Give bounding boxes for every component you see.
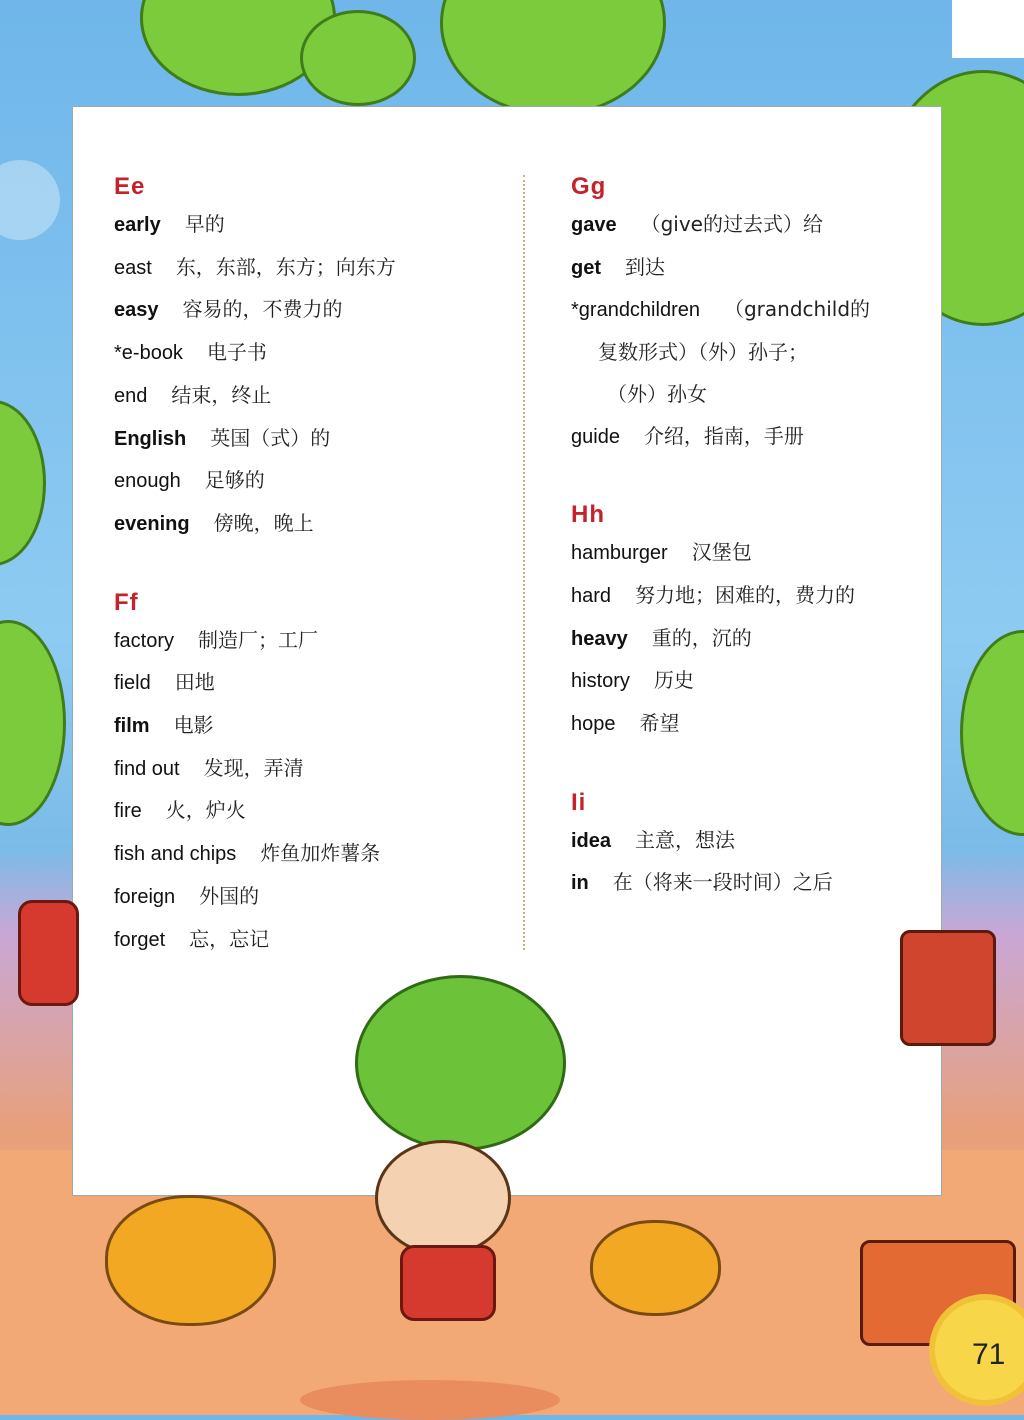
entry-meaning: 努力地；困难的，费力的 bbox=[635, 582, 856, 607]
sky-bubble bbox=[0, 160, 60, 240]
entry-word: end bbox=[114, 384, 148, 407]
entry-word: factory bbox=[114, 629, 175, 652]
column-divider bbox=[523, 175, 525, 950]
section-letter: Ii bbox=[571, 788, 587, 816]
entry-word: early bbox=[114, 214, 161, 236]
lily-pad-illustration bbox=[300, 10, 416, 106]
entry-meaning: 傍晚，晚上 bbox=[213, 510, 314, 535]
entry-word: hamburger bbox=[571, 542, 668, 565]
entry-word: history bbox=[571, 670, 630, 693]
entry-forget bbox=[114, 919, 396, 962]
robot-character-illustration bbox=[900, 930, 996, 1046]
entry-meaning: 结束，终止 bbox=[171, 382, 272, 407]
entry-word: heavy bbox=[571, 627, 628, 650]
section-letter: Ee bbox=[114, 173, 146, 200]
page-corner bbox=[952, 0, 1024, 58]
entry-hope bbox=[571, 703, 870, 746]
entry-word: English bbox=[114, 427, 187, 450]
entry-meaning: 外国的 bbox=[199, 883, 260, 908]
entry-meaning: 主意，想法 bbox=[635, 827, 736, 852]
entry-meaning: 在（将来一段时间）之后 bbox=[612, 870, 833, 895]
entry-get bbox=[571, 247, 870, 290]
green-ball-character-illustration bbox=[355, 975, 566, 1151]
entry-word: forget bbox=[114, 928, 166, 951]
entry-history bbox=[571, 660, 870, 703]
entry-word: fire bbox=[114, 800, 142, 823]
entry-e-book bbox=[114, 332, 396, 375]
lily-pad-illustration bbox=[0, 400, 46, 566]
entry-idea bbox=[571, 820, 870, 863]
left-column bbox=[114, 170, 396, 961]
entry-in bbox=[571, 862, 870, 905]
entry-meaning: 电影 bbox=[173, 713, 214, 738]
section-e bbox=[114, 170, 396, 546]
entry-meaning: 火，炉火 bbox=[165, 798, 246, 823]
entry-field bbox=[114, 662, 396, 705]
entry-enough bbox=[114, 460, 396, 503]
entry-word: *grandchildren bbox=[571, 299, 700, 322]
entry-meaning: 介绍，指南，手册 bbox=[643, 423, 804, 448]
entry-hard bbox=[571, 575, 870, 618]
right-column bbox=[571, 170, 870, 905]
small-pumpkin-illustration bbox=[590, 1220, 721, 1316]
section-f bbox=[114, 586, 396, 962]
entry-word: enough bbox=[114, 470, 181, 493]
entry-word: field bbox=[114, 672, 151, 695]
entry-meaning: 复数形式）（外）孙子； bbox=[598, 340, 808, 365]
section-g bbox=[571, 170, 870, 458]
entry-meaning: 电子书 bbox=[206, 340, 267, 365]
entry-meaning: 希望 bbox=[639, 711, 680, 736]
entry-end bbox=[114, 375, 396, 418]
entry-gave bbox=[571, 204, 870, 247]
entry-fish-and-chips bbox=[114, 833, 396, 876]
entry-foreign bbox=[114, 876, 396, 919]
section-letter: Ff bbox=[114, 588, 139, 616]
entry-meaning: 英国（式）的 bbox=[210, 425, 331, 450]
entry-word: guide bbox=[571, 425, 620, 448]
entry-east bbox=[114, 247, 396, 290]
entry-hamburger bbox=[571, 532, 870, 575]
entry-word: find out bbox=[114, 757, 180, 780]
lily-pad-illustration bbox=[960, 630, 1024, 836]
entry-grandchildren-continued bbox=[571, 332, 870, 374]
entry-meaning: （give的过去式）给 bbox=[640, 212, 823, 236]
entry-word: in bbox=[571, 872, 589, 895]
entry-word: gave bbox=[571, 214, 617, 236]
entry-easy bbox=[114, 289, 396, 332]
entry-meaning: 发现，弄清 bbox=[203, 755, 304, 780]
entry-film bbox=[114, 705, 396, 748]
entry-word: get bbox=[571, 256, 601, 279]
boy-face-illustration bbox=[375, 1140, 511, 1256]
pumpkin-character-illustration bbox=[105, 1195, 276, 1326]
entry-word: foreign bbox=[114, 885, 176, 908]
entry-word: east bbox=[114, 256, 152, 279]
entry-heavy bbox=[571, 618, 870, 661]
entry-guide bbox=[571, 416, 870, 459]
page-number: 71 bbox=[972, 1338, 1006, 1371]
entry-meaning: 炸鱼加炸薯条 bbox=[260, 841, 381, 866]
entry-evening bbox=[114, 503, 396, 546]
entry-word: evening bbox=[114, 512, 190, 535]
entry-word: *e-book bbox=[114, 342, 183, 365]
entry-meaning: 东，东部，东方；向东方 bbox=[175, 254, 396, 279]
section-h bbox=[571, 498, 870, 746]
entry-word: idea bbox=[571, 829, 612, 852]
entry-grandchildren bbox=[571, 289, 870, 332]
entry-word: fish and chips bbox=[114, 843, 237, 866]
entry-meaning: 足够的 bbox=[204, 468, 265, 493]
entry-find-out bbox=[114, 748, 396, 791]
entry-meaning: 田地 bbox=[174, 670, 215, 695]
entry-english bbox=[114, 418, 396, 461]
entry-word: hard bbox=[571, 584, 612, 607]
entry-meaning: 汉堡包 bbox=[691, 540, 752, 565]
entry-meaning: 重的，沉的 bbox=[651, 625, 752, 650]
entry-early bbox=[114, 204, 396, 247]
boy-body-illustration bbox=[400, 1245, 496, 1321]
entry-meaning: 早的 bbox=[184, 212, 225, 236]
entry-meaning: 到达 bbox=[625, 254, 665, 279]
entry-meaning: （外）孙女 bbox=[607, 381, 707, 406]
girl-figure-illustration bbox=[18, 900, 79, 1006]
entry-factory bbox=[114, 620, 396, 663]
section-i bbox=[571, 786, 870, 905]
floor-spot bbox=[300, 1380, 560, 1420]
entry-meaning: （grandchild的 bbox=[723, 297, 871, 322]
entry-word: easy bbox=[114, 299, 159, 322]
lily-pad-illustration bbox=[0, 620, 66, 826]
entry-fire bbox=[114, 790, 396, 833]
entry-word: film bbox=[114, 715, 150, 738]
smiling-pad-illustration bbox=[440, 0, 666, 116]
section-letter: Hh bbox=[571, 501, 605, 529]
entry-meaning: 历史 bbox=[653, 668, 694, 693]
entry-word: hope bbox=[571, 713, 616, 736]
entry-meaning: 制造厂；工厂 bbox=[198, 627, 319, 652]
entry-meaning: 忘，忘记 bbox=[189, 926, 270, 951]
entry-grandchildren-continued bbox=[571, 374, 870, 416]
entry-meaning: 容易的，不费力的 bbox=[182, 297, 343, 322]
section-letter: Gg bbox=[571, 173, 607, 200]
